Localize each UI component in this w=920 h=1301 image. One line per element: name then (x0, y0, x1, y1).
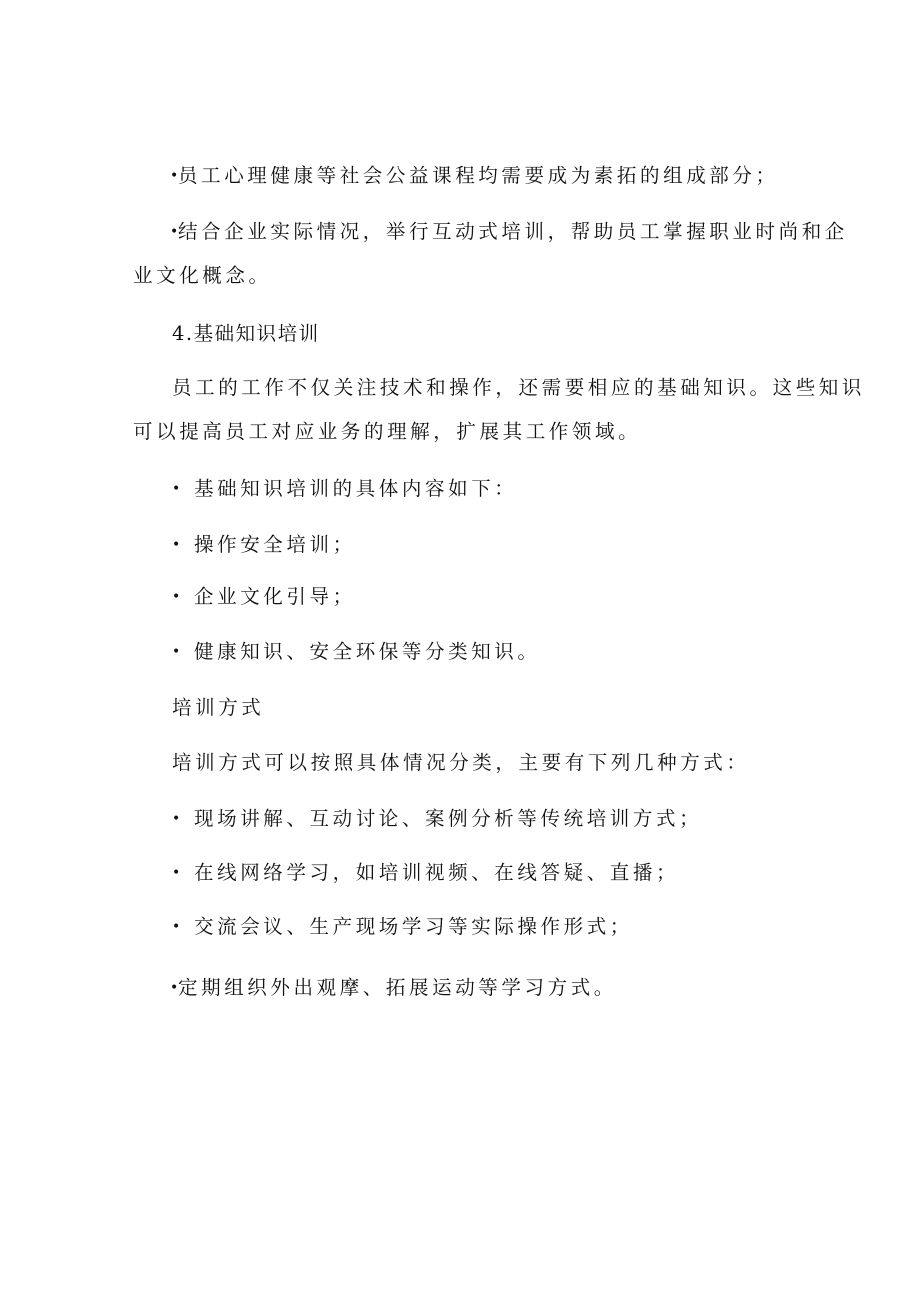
bullet-text: 员工心理健康等社会公益课程均需要成为素拓的组成部分； (178, 164, 779, 187)
list-item: 企业文化引导； (194, 585, 356, 608)
list-item: 在线网络学习，如培训视频、在线答疑、直播； (194, 861, 680, 884)
list-item: 交流会议、生产现场学习等实际操作形式； (194, 915, 633, 938)
section-heading: 培训方式 (172, 696, 265, 719)
bullet: • (172, 811, 181, 827)
bullet: • (172, 481, 181, 497)
bullet-text-continued: 业文化概念。 (133, 264, 272, 287)
paragraph: 员工的工作不仅关注技术和操作，还需要相应的基础知识。这些知识 (172, 376, 866, 399)
list-item: 操作安全培训； (194, 533, 356, 556)
bullet: • (172, 537, 181, 553)
list-item: 健康知识、安全环保等分类知识。 (194, 640, 541, 663)
list-item: 现场讲解、互动讨论、案例分析等传统培训方式； (194, 807, 703, 830)
paragraph-continued: 可以提高员工对应业务的理解，扩展其工作领域。 (133, 420, 642, 443)
bullet: • (172, 919, 181, 935)
bullet-text: 定期组织外出观摩、拓展运动等学习方式。 (178, 976, 617, 999)
bullet-text: 结合企业实际情况，举行互动式培训，帮助员工掌握职业时尚和企 (178, 220, 848, 243)
bullet: • (170, 980, 179, 996)
list-item: 基础知识培训的具体内容如下： (194, 477, 518, 500)
section-heading: 4.基础知识培训 (172, 322, 320, 345)
paragraph: 培训方式可以按照具体情况分类，主要有下列几种方式： (172, 751, 750, 774)
bullet: • (172, 865, 181, 881)
bullet: • (172, 589, 181, 605)
bullet: • (172, 644, 181, 660)
bullet: • (170, 168, 179, 184)
bullet: • (170, 224, 179, 240)
